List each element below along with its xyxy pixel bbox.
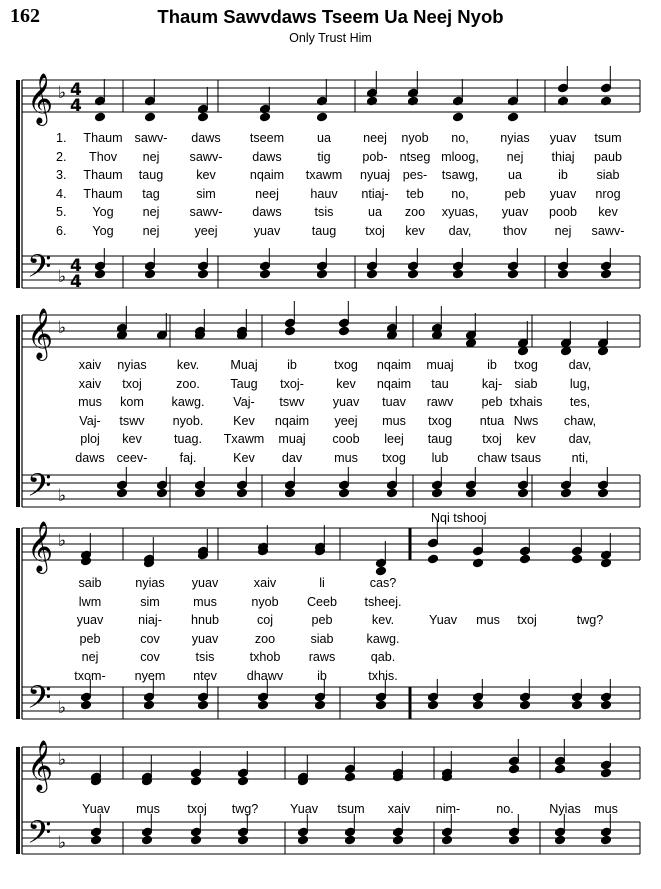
lyric-syllable: mus [382,413,406,428]
note-head [520,700,531,710]
treble-clef-icon: 𝄞 [27,308,54,359]
lyric-syllable: sim [196,186,216,201]
note-head [508,269,519,279]
lyric-syllable: kev [196,168,216,182]
lyric-syllable: yuav [191,576,219,590]
lyric-syllable: xaiv [387,802,411,816]
lyric-syllable: siab [310,631,334,646]
lyric-syllable: tig [317,149,331,164]
note-head [238,835,249,845]
time-signature-top: 4 [70,80,82,100]
note-head [191,776,202,786]
lyric-syllable: raws [308,650,336,664]
note-head [473,700,484,710]
lyric-syllable: no. [496,802,514,816]
lyric-syllable: sim [140,594,160,609]
lyric-syllable: ib [317,668,327,683]
lyric-syllable: kawg. [366,631,400,646]
lyric-syllable: yuav [191,631,219,646]
lyric-syllable: Yuav [428,613,458,627]
lyric-syllable: lub [431,450,449,465]
note-head [145,112,156,122]
lyric-syllable: nyias [135,576,165,590]
lyric-syllable: hnub [190,613,220,627]
verse-number: 1. [56,131,67,145]
lyric-syllable: dhawv [246,668,284,683]
lyric-syllable: Nyias [549,802,581,816]
verse-number: 2. [56,149,67,164]
note-head [195,488,206,498]
lyric-syllable: Thov [89,149,117,164]
note-head [387,330,398,340]
lyric-syllable: twg? [231,802,259,816]
verse-number: 6. [56,223,67,238]
lyric-syllable: txom- [74,668,106,683]
lyric-syllable: txoj [365,223,385,238]
lyric-syllable: Txawm [223,432,265,446]
system-brace [16,315,20,507]
lyric-syllable: tseem [249,131,285,145]
lyric-syllable: daws [252,205,282,219]
lyric-syllable: no, [451,186,469,201]
note-head [95,269,106,279]
lyric-syllable: muaj [426,358,454,372]
lyric-syllable: neej [255,186,279,201]
treble-clef-icon: 𝄞 [27,740,54,791]
lyric-syllable: ua [316,131,332,145]
lyric-syllable: Ceeb [306,594,338,609]
lyric-syllable: ntseg [399,149,431,164]
note-head [432,330,443,340]
lyric-syllable: teb [406,186,424,201]
lyric-syllable: muaj [278,432,306,446]
lyric-syllable: tsheej. [364,594,402,609]
lyric-syllable: taug [138,168,164,182]
note-head [339,326,350,336]
lyric-syllable: twg? [576,613,604,627]
note-head [285,326,296,336]
lyric-syllable: nej [142,149,160,164]
treble-clef-icon: 𝄞 [27,521,54,572]
lyric-syllable: qab. [370,650,396,664]
lyric-syllable: nyias [117,358,147,372]
lyric-syllable: txog [334,358,358,372]
note-head [198,112,209,122]
lyric-syllable: daws [75,450,105,465]
flat-sign-icon: ♭ [58,531,67,551]
lyric-syllable: Thaum [83,186,123,201]
note-head [142,835,153,845]
flat-sign-icon: ♭ [58,83,67,103]
bass-clef-icon: 𝄢 [27,467,52,511]
lyric-syllable: tsawg, [441,168,479,182]
lyric-syllable: mus [476,613,500,627]
lyric-syllable: tswv [119,413,145,428]
lyric-syllable: mus [78,395,102,409]
lyric-syllable: sawv- [189,205,223,219]
lyric-syllable: leej [384,432,404,446]
lyric-syllable: siab [514,376,538,391]
lyric-syllable: chaw [477,450,507,465]
lyric-syllable: tsis [314,205,334,219]
lyric-syllable: kev. [176,358,200,372]
lyric-syllable: li [319,576,325,590]
lyric-syllable: txoj [517,613,537,627]
lyric-syllable: kom [120,395,144,409]
lyric-syllable: yuav [76,613,104,627]
lyric-syllable: tsum [337,802,365,816]
treble-clef-icon: 𝄞 [27,73,54,124]
lyric-syllable: Yuav [289,802,319,816]
lyric-syllable: kawg. [171,395,205,409]
flat-sign-icon: ♭ [58,318,67,338]
note-head [260,269,271,279]
lyric-syllable: thov [503,223,527,238]
note-head [598,346,609,356]
lyric-syllable: mus [193,594,217,609]
lyric-syllable: neej [363,131,387,145]
lyric-syllable: ntev [193,668,217,683]
note-head [508,112,519,122]
note-head [572,554,583,564]
note-head [555,835,566,845]
lyric-syllable: kev [122,432,142,446]
lyric-syllable: Kev [233,413,255,428]
hymn-subtitle: Only Trust Him [289,31,372,45]
lyric-syllable: dav, [568,358,592,372]
lyric-syllable: pob- [362,149,388,164]
note-head [453,112,464,122]
lyric-syllable: chaw, [563,413,597,428]
lyric-syllable: ib [558,168,568,182]
lyric-syllable: dav, [568,432,592,446]
lyric-syllable: tuag. [173,432,203,446]
refrain-label: Nqi tshooj [431,511,487,525]
lyric-syllable: zoo [404,205,426,219]
note-head [572,700,583,710]
system-brace [16,528,20,719]
lyric-syllable: ceev- [116,450,148,465]
lyric-syllable: Yuav [81,802,111,816]
note-head [376,700,387,710]
lyric-syllable: txawm [305,168,343,182]
lyric-syllable: thiaj [551,149,575,164]
note-head [558,269,569,279]
lyric-syllable: tsis [195,650,215,664]
lyric-syllable: nyob [401,131,429,145]
note-head [237,488,248,498]
note-head [145,269,156,279]
system-brace [16,80,20,288]
lyric-syllable: nqaim [376,376,412,391]
lyric-syllable: tuav [382,395,406,409]
lyric-syllable: cov [140,631,160,646]
lyric-syllable: tes, [569,395,591,409]
lyric-syllable: saib [78,576,102,590]
note-head [81,700,92,710]
verse-number: 4. [56,186,67,201]
note-head [601,700,612,710]
note-head [428,554,439,564]
note-head [157,488,168,498]
lyric-syllable: nyob [251,594,279,609]
lyric-syllable: nqaim [249,168,285,182]
lyric-syllable: xaiv [253,576,277,590]
note-head [598,488,609,498]
lyric-syllable: yuav [549,186,577,201]
lyric-syllable: zoo. [176,376,200,391]
lyric-syllable: Vaj- [79,413,101,428]
verse-number: 5. [56,205,67,219]
note-head [298,835,309,845]
lyric-syllable: nej [506,149,524,164]
note-head [518,346,529,356]
note-head [509,835,520,845]
lyric-syllable: lwm [78,594,102,609]
lyric-syllable: cov [140,650,160,664]
lyric-syllable: mus [136,802,160,816]
lyric-syllable: sawv- [591,223,625,238]
lyric-syllable: mus [334,450,358,465]
note-head [509,764,520,774]
lyric-syllable: hauv [310,186,338,201]
lyric-syllable: txhob [249,650,281,664]
lyric-syllable: Yog [92,223,114,238]
lyric-syllable: txoj [187,802,207,816]
lyric-syllable: ntua [479,413,505,428]
lyric-syllable: peb [504,186,526,201]
lyric-syllable: zoo [254,631,276,646]
note-head [518,488,529,498]
lyric-syllable: kaj- [481,376,503,391]
lyric-syllable: taug [311,223,337,238]
lyric-syllable: yeej [334,413,358,428]
note-head [442,835,453,845]
lyric-syllable: txog [514,358,538,372]
lyric-syllable: tsum [594,131,622,145]
lyric-syllable: txoj- [280,376,304,391]
note-head [453,269,464,279]
lyric-syllable: pes- [402,168,428,182]
note-head [91,835,102,845]
note-head [285,488,296,498]
note-head [260,112,271,122]
lyric-syllable: Vaj- [233,395,255,409]
flat-sign-icon: ♭ [58,486,67,506]
lyric-syllable: coob [332,432,360,446]
note-head [601,835,612,845]
note-head [317,269,328,279]
lyric-syllable: ib [287,358,297,372]
note-head [428,700,439,710]
note-head [339,488,350,498]
note-head [198,700,209,710]
lyric-syllable: poob [548,205,578,219]
lyric-syllable: txog [382,450,406,465]
lyric-syllable: Taug [230,376,258,391]
note-head [367,269,378,279]
lyric-syllable: daws [252,149,282,164]
note-head [466,488,477,498]
lyric-syllable: nqaim [376,358,412,372]
lyric-syllable: Thaum [83,131,123,145]
lyric-syllable: yuav [501,205,529,219]
note-head [315,700,326,710]
lyric-syllable: sawv- [189,149,223,164]
note-head [393,835,404,845]
note-head [601,768,612,778]
lyric-syllable: nyem [134,668,166,683]
lyric-syllable: xaiv [78,376,102,391]
lyric-syllable: mus [594,802,618,816]
lyric-syllable: Thaum [83,168,123,182]
lyric-syllable: nyuaj [359,168,391,182]
lyric-syllable: coj [256,613,274,627]
time-signature-top: 4 [70,256,82,276]
lyric-syllable: nti, [571,450,589,465]
lyric-syllable: mloog, [441,149,479,164]
note-head [387,488,398,498]
note-head [601,269,612,279]
note-head [561,488,572,498]
lyric-syllable: yuav [332,395,360,409]
lyric-syllable: taug [427,432,453,446]
lyric-syllable: kev [405,223,425,238]
time-signature-bottom: 4 [70,96,82,116]
lyric-syllable: niaj- [138,613,162,627]
flat-sign-icon: ♭ [58,750,67,770]
note-head [345,772,356,782]
lyric-syllable: faj. [179,450,197,465]
lyric-syllable: nej [554,223,572,238]
note-head [520,554,531,564]
lyric-syllable: txhis. [368,668,398,683]
bass-clef-icon: 𝄢 [27,679,52,723]
lyric-syllable: tau [431,376,449,391]
lyric-syllable: tag [142,186,160,201]
note-head [376,566,387,576]
lyric-syllable: nej [81,650,99,664]
note-head [191,835,202,845]
hymn-title: Thaum Sawvdaws Tseem Ua Neej Nyob [157,6,504,27]
lyric-syllable: txog [428,413,452,428]
verse-number: 3. [56,168,67,182]
lyric-syllable: kev [336,376,356,391]
note-head [466,338,477,348]
lyric-syllable: ntiaj- [361,186,389,201]
lyric-syllable: tswv [279,395,305,409]
lyric-syllable: rawv [426,395,454,409]
lyric-syllable: paub [593,149,623,164]
hymn-number: 162 [10,5,40,27]
lyric-syllable: yuav [549,131,577,145]
lyric-syllable: peb [481,395,503,409]
lyric-syllable: ploj [80,432,100,446]
note-head [317,112,328,122]
lyric-syllable: kev [516,432,536,446]
lyric-syllable: no, [451,131,469,145]
flat-sign-icon: ♭ [58,698,67,718]
note-head [144,700,155,710]
lyric-syllable: dav, [448,223,472,238]
lyric-syllable: xyuas, [441,205,479,219]
note-head [117,488,128,498]
lyric-syllable: txoj [122,376,142,391]
lyric-syllable: ua [367,205,383,219]
note-head [432,488,443,498]
lyric-syllable: nrog [595,186,621,201]
lyric-syllable: daws [191,131,221,145]
note-head [408,269,419,279]
lyric-syllable: cas? [369,576,397,590]
note-head [555,764,566,774]
note-head [238,776,249,786]
note-head [117,330,128,340]
lyric-syllable: Yog [92,205,114,219]
lyric-syllable: nim- [435,802,461,816]
lyric-syllable: Nws [513,413,539,428]
lyric-syllable: kev. [371,613,395,627]
lyric-syllable: yuav [253,223,281,238]
note-head [95,112,106,122]
lyric-syllable: ib [487,358,497,372]
note-head [561,346,572,356]
lyric-syllable: siab [596,168,620,182]
lyric-syllable: xaiv [78,358,102,372]
note-head [345,835,356,845]
note-head [258,700,269,710]
lyric-syllable: txhais [509,395,543,409]
flat-sign-icon: ♭ [58,267,67,287]
lyric-syllable: nyob. [172,413,204,428]
lyric-syllable: Kev [233,450,255,465]
lyric-syllable: nej [142,205,160,219]
time-signature-bottom: 4 [70,272,82,292]
lyric-syllable: peb [311,613,333,627]
lyric-syllable: kev [598,205,618,219]
lyric-syllable: nqaim [274,413,310,428]
lyric-syllable: sawv- [134,131,168,145]
lyric-syllable: lug, [569,376,591,391]
lyric-syllable: tsaus [510,450,542,465]
lyric-syllable: txoj [482,432,502,446]
note-head [198,269,209,279]
bass-clef-icon: 𝄢 [27,814,52,858]
lyric-syllable: nej [142,223,160,238]
lyric-syllable: peb [79,631,101,646]
bass-clef-icon: 𝄢 [27,248,52,292]
lyric-syllable: Muaj [230,358,258,372]
lyric-syllable: ua [507,168,523,182]
lyric-syllable: dav [281,450,303,465]
system-brace [16,747,20,854]
lyric-syllable: nyias [500,131,530,145]
flat-sign-icon: ♭ [58,833,67,853]
lyric-syllable: yeej [194,223,218,238]
